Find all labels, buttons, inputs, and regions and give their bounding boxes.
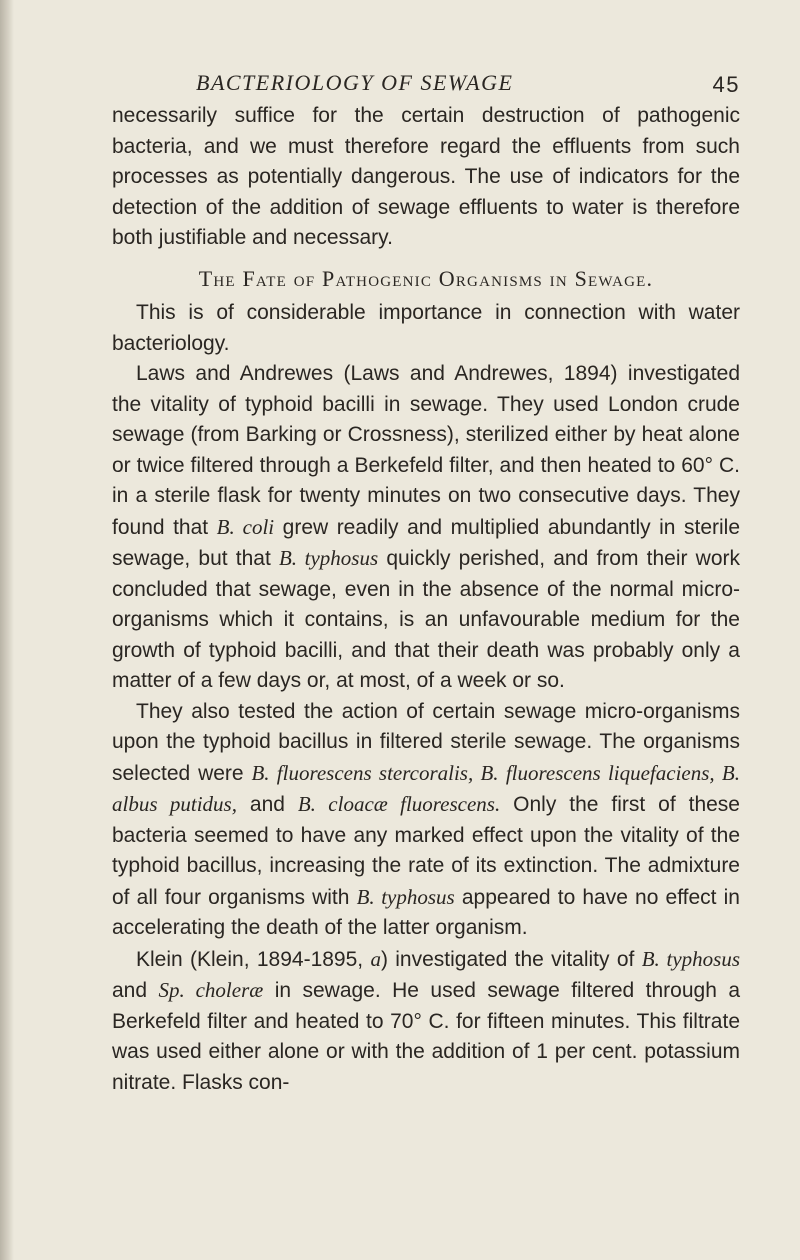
citation-letter: a [370, 946, 381, 971]
paragraph-2 [112, 359, 740, 697]
species-sp-cholerae: Sp. choleræ [158, 978, 264, 1002]
species-b-typhosus: B. typhosus [278, 546, 379, 570]
paragraph-3-text-c: and [236, 793, 298, 816]
paragraph-4-text-c: ) investigated the vitality of [380, 947, 642, 971]
paragraph-4-text-g: in sewage. He used sewage filtered through a Berkefeld filter and heated to 70° C. for fifteen minutes. This filtrate was used either alone or with the addition of 1 per cent. potassium nitrate. Flasks con- [112, 979, 741, 1094]
paragraph-2-text-e: quickly perished, and from their work concluded that sewage, even in the absence of the normal micro-organisms which it contains, is an unfavourable medium for the growth of typhoid bacilli, and that their death was probably only a matter of a few days or, at most, of a week or so. [112, 547, 740, 692]
paragraph-3 [112, 697, 740, 944]
paragraph-3-text-e: Only the first of these bacteria seemed to have any marked effect upon the vitality of the typhoid bacillus, increasing the rate of its extinction. The admixture of all four organisms with [112, 793, 740, 909]
paragraph-2-text-a: Laws and Andrewes (Laws and Andrewes, 1894) investigated the vitality of typhoid bacilli in sewage. They used London crude sewage (from Barking or Crossness), sterilized either by heat alone or twice filtered through a Berkefeld filter, and then heated to 60° C. in a sterile flask for twenty minutes on two consecutive days. They found that [112, 362, 740, 539]
species-b-cloacae: B. cloacæ fluorescens. [297, 792, 501, 816]
section-heading: The Fate of Pathogenic Organisms in Sewage. [198, 265, 654, 291]
intro-paragraph: necessarily suffice for the certain destruction of pathogenic bacteria, and we must therefore regard the effluents from such processes as potentially dangerous. The use of indicators for the detection of the addition of sewage effluents to water is therefore both justifiable and necessary. [112, 104, 740, 249]
paragraph-4 [112, 944, 740, 1099]
body-text [112, 101, 740, 1098]
paragraph-4-text-e: and [112, 979, 159, 1002]
species-b-typhosus-3: B. typhosus [641, 946, 741, 971]
paragraph-1: This is of considerable importance in connection with water bacteriology. [112, 301, 740, 355]
page-gutter-shadow [0, 0, 14, 1260]
species-b-typhosus-2: B. typhosus [356, 884, 455, 909]
paragraph-3-text-a: They also tested the action of certain sewage micro-organisms upon the typhoid bacillus in filtered sterile sewage. The organisms selected were [112, 699, 740, 785]
running-title: BACTERIOLOGY OF SEWAGE [196, 70, 514, 95]
species-b-coli: B. coli [216, 514, 275, 539]
species-list: B. fluorescens stercoralis, B. fluorescens liquefaciens, B. albus putidus, [112, 760, 741, 816]
paragraph-3-text-g: appeared to have no effect in accelerating the death of the latter organism. [112, 885, 740, 939]
paragraph-4-text-a: Klein (Klein, 1894-1895, [136, 947, 371, 971]
paragraph-2-text-c: grew readily and multiplied abundantly in sterile sewage, but that [112, 515, 741, 570]
page-number: 45 [712, 72, 740, 97]
